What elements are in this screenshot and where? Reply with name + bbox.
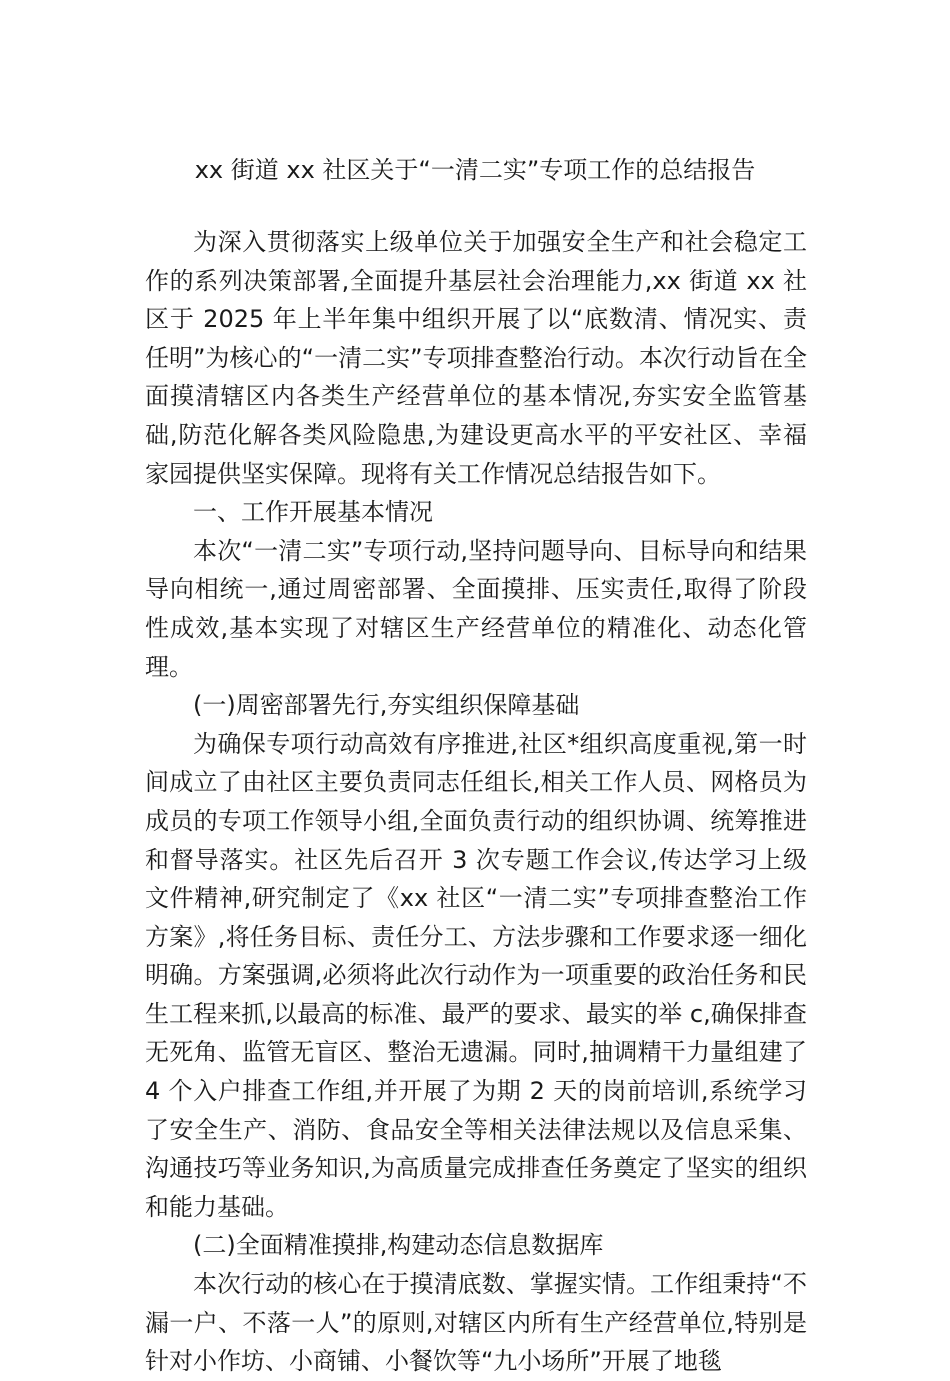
section-heading: 一、工作开展基本情况 xyxy=(193,498,433,527)
subsection-heading: (一)周密部署先行,夯实组织保障基础 xyxy=(193,691,580,720)
document-title: xx 街道 xx 社区关于“一清二实”专项工作的总结报告 xyxy=(194,156,756,184)
subsection-heading: (二)全面精准摸排,构建动态信息数据库 xyxy=(193,1231,604,1260)
body-paragraph: 本次“一清二实”专项行动,坚持问题导向、目标导向和结果导向相统一,通过周密部署、全面摸排、压实责任,取得了阶段性成效,基本实现了对辖区生产经营单位的精准化、动态化管理。 xyxy=(145,536,807,681)
body-paragraph: 为深入贯彻落实上级单位关于加强安全生产和社会稳定工作的系列决策部署,全面提升基层社会治理能力,xx 街道 xx 社区于 2025 年上半年集中组织开展了以“底数清、情况实、责任明”为核心的“一清二实”专项排查整治行动。本次行动旨在全面摸清辖区内各类生产经营单位的基本情况,夯实安全监管基础,防范化解各类风险隐患,为建设更高水平的平安社区、幸福家园提供坚实保障。现将有关工作情况总结报告如下。 xyxy=(145,228,807,488)
body-paragraph: 本次行动的核心在于摸清底数、掌握实情。工作组秉持“不漏一户、不落一人”的原则,对辖区内所有生产经营单位,特别是针对小作坊、小商铺、小餐饮等“九小场所”开展了地毯 xyxy=(145,1270,807,1376)
body-paragraph: 为确保专项行动高效有序推进,社区*组织高度重视,第一时间成立了由社区主要负责同志任组长,相关工作人员、网格员为成员的专项工作领导小组,全面负责行动的组织协调、统筹推进和督导落实。社区先后召开 3 次专题工作会议,传达学习上级文件精神,研究制定了《xx 社区“一清二实”专项排查整治工作方案》,将任务目标、责任分工、方法步骤和工作要求逐一细化明确。方案强调,必须将此次行动作为一项重要的政治任务和民生工程来抓,以最高的标准、最严的要求、最实的举 c,确保排查无死角、监管无盲区、整治无遗漏。同时,抽调精干力量组建了 4 个入户排查工作组,并开展了为期 2 天的岗前培训,系统学习了安全生产、消防、食品安全等相关法律法规以及信息采集、沟通技巧等业务知识,为高质量完成排查任务奠定了坚实的组织和能力基础。 xyxy=(145,729,807,1221)
document-body xyxy=(145,223,807,1381)
